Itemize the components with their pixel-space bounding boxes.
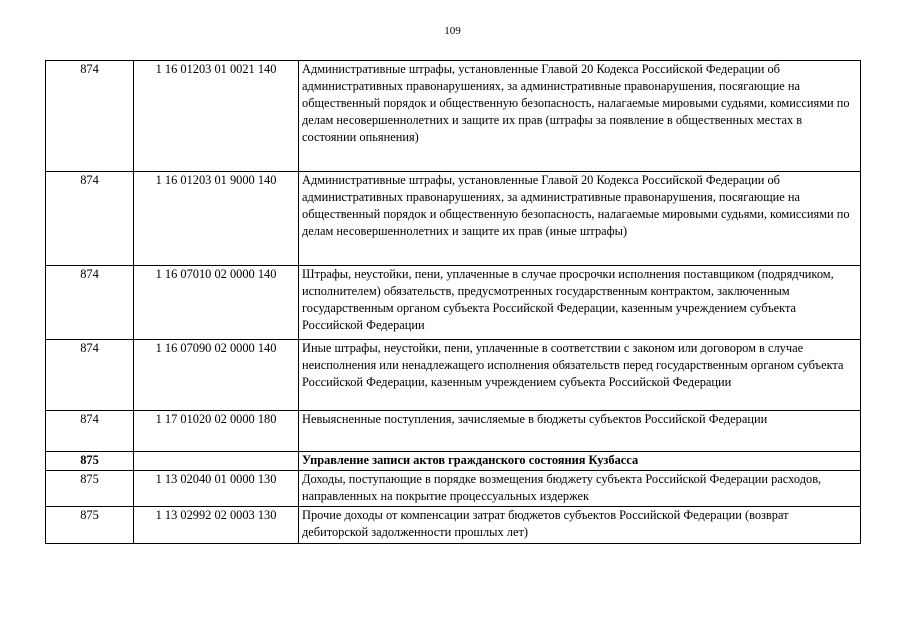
admin-code-cell: 874 — [46, 61, 134, 172]
description-cell: Административные штрафы, установленные Главой 20 Кодекса Российской Федерации об административных правонарушениях, за административные правонарушения, посягающие на общественный порядок и общественную безопасность, налагаемые мировыми судьями, комиссиями по делам несовершеннолетних и защите их прав (иные штрафы) — [299, 172, 861, 266]
revenue-code-cell: 1 13 02992 02 0003 130 — [134, 507, 299, 544]
table-row-section-header — [46, 452, 861, 471]
admin-code-cell: 875 — [46, 471, 134, 507]
admin-code-cell: 874 — [46, 266, 134, 340]
table-row — [46, 61, 861, 172]
description-cell: Иные штрафы, неустойки, пени, уплаченные в соответствии с законом или договором в случае неисполнения или ненадлежащего исполнения обязательств перед государственным органом субъекта Российской Федерации, казенным учреждением субъекта Российской Федерации — [299, 340, 861, 411]
admin-code-cell: 874 — [46, 411, 134, 452]
revenue-code-cell — [134, 452, 299, 471]
description-cell: Доходы, поступающие в порядке возмещения бюджету субъекта Российской Федерации расходов, направленных на покрытие процессуальных издержек — [299, 471, 861, 507]
admin-code-cell: 874 — [46, 340, 134, 411]
description-cell: Штрафы, неустойки, пени, уплаченные в случае просрочки исполнения поставщиком (подрядчиком, исполнителем) обязательств, предусмотренных государственным контрактом, заключенным государственным органом субъекта Российской Федерации, казенным учреждением субъекта Российской Федерации — [299, 266, 861, 340]
admin-code-cell: 875 — [46, 452, 134, 471]
admin-code-cell: 875 — [46, 507, 134, 544]
description-cell: Невыясненные поступления, зачисляемые в бюджеты субъектов Российской Федерации — [299, 411, 861, 452]
table-row — [46, 507, 861, 544]
revenue-code-cell: 1 17 01020 02 0000 180 — [134, 411, 299, 452]
revenue-code-cell: 1 16 01203 01 0021 140 — [134, 61, 299, 172]
table-row — [46, 471, 861, 507]
table-row — [46, 172, 861, 266]
revenue-code-cell: 1 16 01203 01 9000 140 — [134, 172, 299, 266]
budget-revenue-table — [45, 60, 861, 544]
table-row — [46, 266, 861, 340]
table-row — [46, 340, 861, 411]
description-cell: Управление записи актов гражданского состояния Кузбасса — [299, 452, 861, 471]
table-row — [46, 411, 861, 452]
revenue-code-cell: 1 16 07090 02 0000 140 — [134, 340, 299, 411]
description-cell: Административные штрафы, установленные Главой 20 Кодекса Российской Федерации об административных правонарушениях, за административные правонарушения, посягающие на общественный порядок и общественную безопасность, налагаемые мировыми судьями, комиссиями по делам несовершеннолетних и защите их прав (штрафы за появление в общественных местах в состоянии опьянения) — [299, 61, 861, 172]
description-cell: Прочие доходы от компенсации затрат бюджетов субъектов Российской Федерации (возврат дебиторской задолженности прошлых лет) — [299, 507, 861, 544]
page-number: 109 — [444, 25, 461, 37]
admin-code-cell: 874 — [46, 172, 134, 266]
revenue-code-cell: 1 16 07010 02 0000 140 — [134, 266, 299, 340]
revenue-code-cell: 1 13 02040 01 0000 130 — [134, 471, 299, 507]
